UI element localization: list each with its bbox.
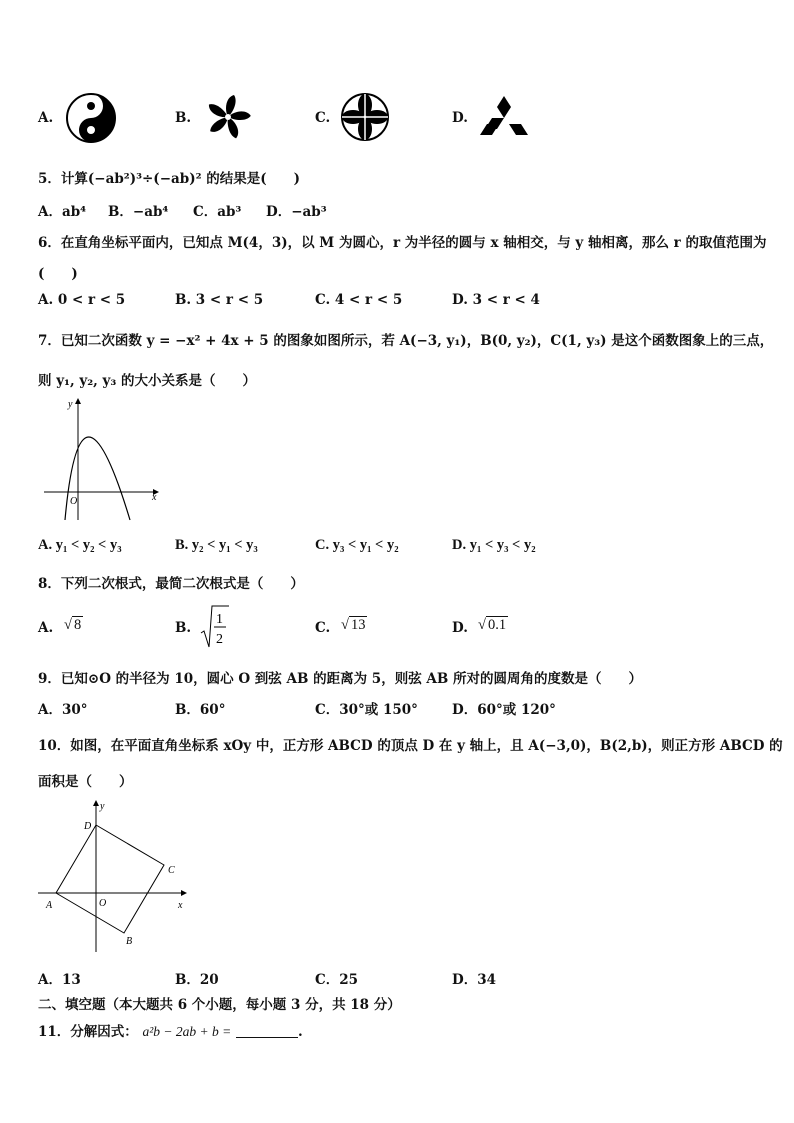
q11-tail: .	[297, 1024, 303, 1040]
q6-option-a: A. 0 < r < 5	[38, 292, 126, 308]
sqrt-icon: √ 0.1	[478, 617, 507, 633]
q5-option-a: A．ab⁴	[38, 204, 87, 220]
q7-stem-2: 则 y₁, y₂, y₃ 的大小关系是（ ）	[38, 373, 256, 389]
svg-text:1: 1	[216, 612, 223, 627]
q10-option-d: D．34	[452, 972, 496, 988]
q10-stem-2: 面积是（ ）	[38, 774, 133, 790]
sqrt-icon: √ 8	[64, 617, 82, 633]
q6-option-c: C. 4 < r < 5	[315, 292, 403, 308]
svg-text:2: 2	[216, 632, 223, 647]
q4-option-d-label: D.	[452, 110, 468, 126]
label-d: D	[84, 821, 92, 832]
y-axis-label: y	[68, 399, 73, 410]
q5-stem: 5．计算(−ab²)³÷(−ab)² 的结果是( )	[38, 171, 300, 187]
q9-option-d: D．60°或 120°	[452, 702, 556, 718]
bauhinia-flower-icon	[203, 92, 253, 142]
q5-option-c: C．ab³	[193, 204, 242, 220]
q7-option-a: A. y₁ < y₂ < y₃	[38, 537, 122, 553]
square-abcd	[56, 825, 164, 933]
q9-option-c: C．30°或 150°	[315, 702, 418, 718]
label-o: O	[99, 898, 107, 909]
q7-parabola-graph	[40, 394, 165, 522]
q7-option-b: B. y₂ < y₁ < y₃	[175, 537, 258, 553]
q6-stem-paren: ( )	[38, 266, 78, 282]
four-petal-circle-icon	[340, 92, 390, 142]
q6-stem: 6．在直角坐标平面内，已知点 M(4，3)，以 M 为圆心，r 为半径的圆与 x 轴相交，与 y 轴相离，那么 r 的取值范围为	[38, 235, 767, 251]
q5-option-d: D．−ab³	[266, 204, 327, 220]
label-a: A	[46, 900, 53, 911]
x-axis-label: x	[152, 492, 157, 503]
yin-yang-icon	[65, 92, 117, 144]
three-diamonds-icon	[478, 94, 530, 138]
label-c: C	[168, 865, 175, 876]
q10-square-figure	[36, 798, 192, 954]
parabola-curve	[65, 437, 130, 520]
q4-option-a-label: A.	[38, 110, 54, 126]
label-b: B	[126, 936, 133, 947]
q5-option-b: B．−ab⁴	[108, 204, 169, 220]
label-y: y	[100, 801, 105, 812]
q11-expression: a²b − 2ab + b =	[142, 1024, 232, 1039]
q4-option-b-label: B.	[175, 110, 192, 126]
origin-label: O	[70, 496, 78, 507]
q11-stem: 11．分解因式：	[38, 1024, 138, 1040]
label-x: x	[178, 900, 183, 911]
q10-option-c: C．25	[315, 972, 359, 988]
q7-option-d: D. y₁ < y₃ < y₂	[452, 537, 536, 553]
q4-option-c-label: C.	[315, 110, 331, 126]
q10-option-b: B．20	[175, 972, 219, 988]
sqrt-icon: √ 13	[341, 617, 366, 633]
q11-line	[38, 1020, 303, 1040]
q6-option-d: D. 3 < r < 4	[452, 292, 540, 308]
q11-answer-blank	[236, 1025, 298, 1038]
q6-option-b: B. 3 < r < 5	[175, 292, 264, 308]
q7-option-c: C. y₃ < y₁ < y₂	[315, 537, 399, 553]
q8-stem: 8．下列二次根式，最简二次根式是（ ）	[38, 576, 304, 592]
q10-option-a: A．13	[38, 972, 81, 988]
q9-option-b: B．60°	[175, 702, 226, 718]
q9-stem: 9．已知⊙O 的半径为 10，圆心 O 到弦 AB 的距离为 5，则弦 AB 所对的圆周角的度数是（ ）	[38, 671, 642, 687]
q10-stem: 10．如图，在平面直角坐标系 xOy 中，正方形 ABCD 的顶点 D 在 y 轴上，且 A(−3,0)，B(2,b)，则正方形 ABCD 的	[38, 738, 783, 754]
q7-stem: 7．已知二次函数 y = −x² + 4x + 5 的图象如图所示，若 A(−3, y₁)，B(0, y₂)，C(1, y₃) 是这个函数图象上的三点，	[38, 333, 774, 349]
q9-option-a: A．30°	[38, 702, 88, 718]
section-2-title: 二、填空题（本大题共 6 个小题，每小题 3 分，共 18 分）	[38, 997, 401, 1013]
sqrt-fraction-icon	[200, 603, 230, 649]
